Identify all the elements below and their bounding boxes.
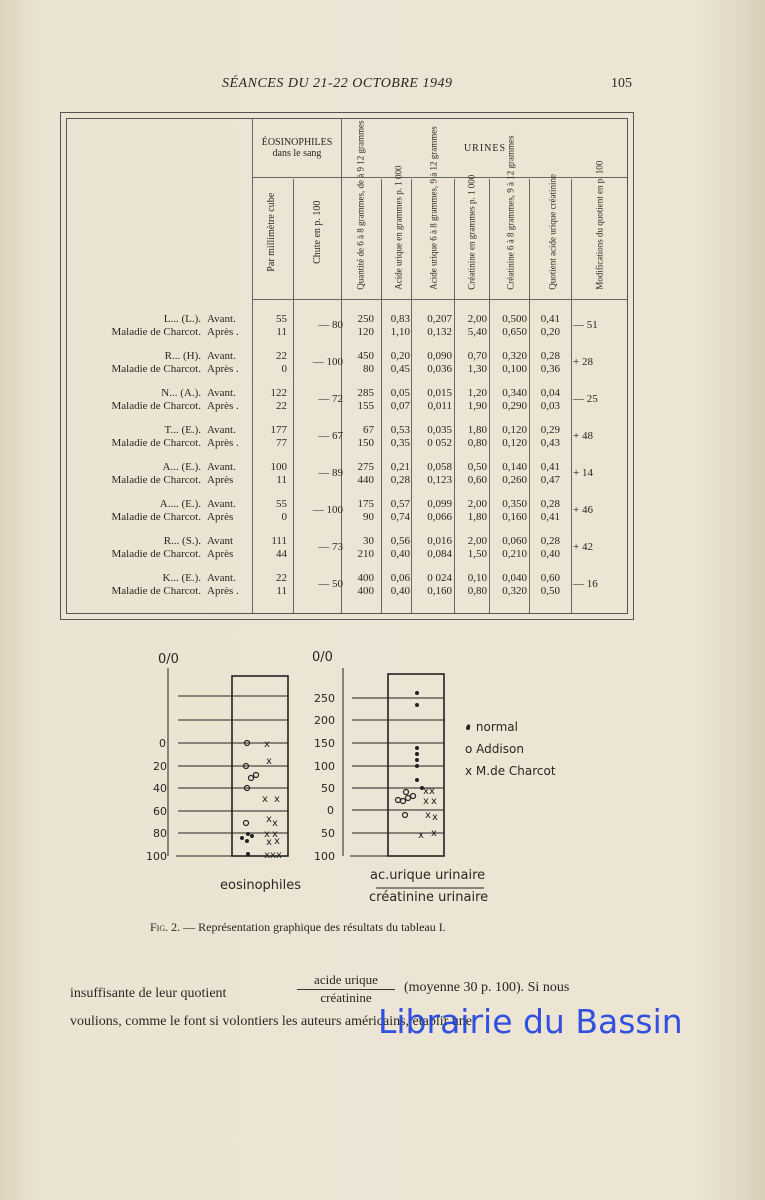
creatinine-g-apres: 0,120 [502, 437, 527, 449]
creatinine-g-avant: 0,320 [502, 350, 527, 362]
phase-apres: Après [207, 511, 234, 523]
acide-urique-g-avant: 0,058 [427, 461, 452, 473]
text-line-1a: insuffisante de leur quotient [70, 986, 227, 1001]
creatinine-pm-apres: 1,90 [467, 400, 487, 412]
urine-quantite-apres: 210 [357, 548, 374, 560]
acide-urique-g-apres: 0 052 [427, 437, 452, 449]
acide-urique-pm-avant: 0,57 [390, 498, 410, 510]
phase-apres: Après . [207, 437, 239, 449]
urine-quantite-avant: 275 [357, 461, 374, 473]
legend-charcot: x M.de Charcot [465, 764, 556, 778]
quotient-avant: 0,41 [540, 461, 560, 473]
right-tick-50b: 50 [321, 827, 335, 840]
phase-apres: Après . [207, 326, 239, 338]
eos-chute: — 89 [318, 467, 343, 479]
patient-name: N... (A.). [161, 387, 201, 399]
creatinine-g-avant: 0,120 [502, 424, 527, 436]
patient-name: R... (S.). [163, 535, 201, 547]
header-eosinophiles: ÉOSINOPHILES dans le sang [261, 137, 333, 159]
patient-name: K... (E.). [162, 572, 201, 584]
quotient-apres: 0,50 [540, 585, 560, 597]
patient-diagnosis: Maladie de Charcot. [111, 548, 201, 560]
phase-apres: Après [207, 474, 234, 486]
header-urines: URINES [463, 143, 507, 154]
acide-urique-g-apres: 0,036 [427, 363, 452, 375]
left-tick-0: 0 [159, 737, 166, 750]
eos-mm3-avant: 22 [276, 350, 287, 362]
urine-quantite-avant: 250 [357, 313, 374, 325]
eos-mm3-apres: 22 [276, 400, 287, 412]
right-tick-100b: 100 [314, 850, 335, 863]
acide-urique-pm-avant: 0,06 [390, 572, 410, 584]
right-tick-250: 250 [314, 692, 335, 705]
patient-name: R... (H). [164, 350, 201, 362]
acide-urique-g-avant: 0,016 [427, 535, 452, 547]
acide-urique-g-apres: 0,066 [427, 511, 452, 523]
acide-urique-pm-apres: 0,74 [390, 511, 410, 523]
creatinine-pm-avant: 1,20 [467, 387, 487, 399]
svg-text:x: x [431, 796, 437, 807]
phase-avant: Avant. [207, 424, 236, 436]
svg-text:x: x [272, 818, 278, 829]
eos-mm3-avant: 55 [276, 313, 287, 325]
left-unit-label: 0/0 [158, 652, 179, 667]
quotient-avant: 0,04 [540, 387, 560, 399]
acide-urique-pm-avant: 0,20 [390, 350, 410, 362]
svg-text:x: x [266, 814, 272, 825]
urine-quantite-apres: 80 [363, 363, 374, 375]
fraction-numerator: acide urique [297, 972, 395, 990]
eos-mm3-avant: 55 [276, 498, 287, 510]
eos-chute: — 100 [312, 356, 343, 368]
patient-name: A... (E.). [162, 461, 201, 473]
eos-mm3-apres: 77 [276, 437, 287, 449]
legend-addison: o Addison [465, 742, 524, 756]
urine-quantite-avant: 67 [363, 424, 374, 436]
phase-avant: Avant. [207, 313, 236, 325]
table-row [67, 313, 627, 343]
creatinine-g-avant: 0,350 [502, 498, 527, 510]
table-row [67, 498, 627, 528]
acide-urique-g-apres: 0,132 [427, 326, 452, 338]
col-header-modif: Modifications du quotient en p. 100 [594, 160, 605, 290]
acide-urique-pm-avant: 0,21 [390, 461, 410, 473]
col-header-quantite: Quantité de 6 à 8 grammes, de à 9 12 grammes [355, 120, 366, 290]
table-row [67, 572, 627, 602]
creatinine-pm-apres: 1,50 [467, 548, 487, 560]
results-table [60, 112, 634, 620]
urine-quantite-apres: 440 [357, 474, 374, 486]
patient-diagnosis: Maladie de Charcot. [111, 511, 201, 523]
eos-mm3-apres: 11 [276, 585, 287, 597]
col-header-chute: Chute en p. 100 [311, 200, 323, 264]
eos-mm3-avant: 122 [270, 387, 287, 399]
acide-urique-pm-avant: 0,05 [390, 387, 410, 399]
svg-text:x: x [423, 796, 429, 807]
eos-chute: — 73 [318, 541, 343, 553]
label-eosinophiles: eosinophiles [220, 878, 302, 893]
patient-diagnosis: Maladie de Charcot. [111, 474, 201, 486]
quotient-apres: 0,40 [540, 548, 560, 560]
creatinine-pm-avant: 0,70 [467, 350, 487, 362]
acide-urique-g-apres: 0,123 [427, 474, 452, 486]
left-tick-40: 40 [153, 782, 167, 795]
quotient-apres: 0,03 [540, 400, 560, 412]
urine-quantite-apres: 155 [357, 400, 374, 412]
urine-quantite-avant: 175 [357, 498, 374, 510]
svg-text:x: x [423, 786, 429, 797]
creatinine-g-avant: 0,140 [502, 461, 527, 473]
acide-urique-g-apres: 0,011 [427, 400, 452, 412]
patient-name: A.... (E.). [159, 498, 201, 510]
quotient-avant: 0,28 [540, 498, 560, 510]
quotient-apres: 0,47 [540, 474, 560, 486]
urine-quantite-apres: 150 [357, 437, 374, 449]
creatinine-pm-avant: 2,00 [467, 313, 487, 325]
patient-diagnosis: Maladie de Charcot. [111, 437, 201, 449]
creatinine-pm-apres: 5,40 [467, 326, 487, 338]
svg-text:x: x [432, 812, 438, 823]
label-ac-urique: ac.urique urinaire [370, 868, 486, 883]
svg-text:xxx: xxx [264, 850, 282, 861]
running-header [0, 76, 765, 96]
phase-avant: Avant. [207, 572, 236, 584]
creatinine-g-apres: 0,260 [502, 474, 527, 486]
quotient-apres: 0,36 [540, 363, 560, 375]
creatinine-pm-apres: 0,60 [467, 474, 487, 486]
modification: + 28 [573, 356, 593, 368]
right-tick-100: 100 [314, 760, 335, 773]
phase-avant: Avant. [207, 387, 236, 399]
eos-mm3-avant: 22 [276, 572, 287, 584]
header-title: SÉANCES DU 21-22 OCTOBRE 1949 [222, 76, 453, 91]
svg-text:x: x [262, 794, 268, 805]
modification: + 14 [573, 467, 593, 479]
right-tick-200: 200 [314, 714, 335, 727]
patient-diagnosis: Maladie de Charcot. [111, 585, 201, 597]
fraction [297, 972, 395, 1006]
creatinine-g-apres: 0,160 [502, 511, 527, 523]
creatinine-g-avant: 0,040 [502, 572, 527, 584]
acide-urique-g-avant: 0,015 [427, 387, 452, 399]
left-tick-20: 20 [153, 760, 167, 773]
phase-apres: Après . [207, 363, 239, 375]
phase-avant: Avant. [207, 461, 236, 473]
svg-text:x: x [431, 828, 437, 839]
eos-chute: — 72 [318, 393, 343, 405]
creatinine-g-apres: 0,650 [502, 326, 527, 338]
eos-chute: — 50 [318, 578, 343, 590]
col-header-acide-pm: Acide urique en grammes p. 1 000 [393, 165, 404, 290]
left-markers [244, 741, 259, 826]
caption-text: — Représentation graphique des résultats du tableau I. [180, 920, 446, 934]
creatinine-pm-avant: 2,00 [467, 535, 487, 547]
phase-avant: Avant. [207, 350, 236, 362]
creatinine-pm-avant: 0,50 [467, 461, 487, 473]
phase-apres: Après [207, 548, 234, 560]
patient-diagnosis: Maladie de Charcot. [111, 326, 201, 338]
acide-urique-g-apres: 0,084 [427, 548, 452, 560]
acide-urique-g-avant: 0,207 [427, 313, 452, 325]
acide-urique-pm-apres: 0,45 [390, 363, 410, 375]
page-number: 105 [611, 76, 632, 91]
phase-apres: Après . [207, 400, 239, 412]
caption-fig: Fig. 2. [150, 920, 181, 934]
urine-quantite-apres: 90 [363, 511, 374, 523]
svg-text:x: x [429, 786, 435, 797]
phase-avant: Avant. [207, 498, 236, 510]
eos-mm3-avant: 100 [270, 461, 287, 473]
creatinine-g-avant: 0,500 [502, 313, 527, 325]
acide-urique-pm-avant: 0,56 [390, 535, 410, 547]
svg-text:x: x [266, 756, 272, 767]
quotient-apres: 0,20 [540, 326, 560, 338]
creatinine-pm-apres: 1,30 [467, 363, 487, 375]
svg-text:x: x [274, 836, 280, 847]
eos-mm3-apres: 11 [276, 326, 287, 338]
table-row [67, 424, 627, 454]
quotient-avant: 0,29 [540, 424, 560, 436]
right-dots [415, 691, 424, 790]
creatinine-pm-apres: 1,80 [467, 511, 487, 523]
modification: — 16 [573, 578, 598, 590]
quotient-apres: 0,43 [540, 437, 560, 449]
left-tick-80: 80 [153, 827, 167, 840]
creatinine-g-avant: 0,340 [502, 387, 527, 399]
svg-text:x: x [264, 829, 270, 840]
svg-text:x: x [418, 830, 424, 841]
label-creatinine: créatinine urinaire [369, 890, 489, 905]
acide-urique-pm-avant: 0,53 [390, 424, 410, 436]
eos-mm3-apres: 44 [276, 548, 287, 560]
urine-quantite-avant: 450 [357, 350, 374, 362]
creatinine-pm-apres: 0,80 [467, 585, 487, 597]
col-header-quotient: Quotient acide urique créatinine [547, 174, 558, 290]
urine-quantite-avant: 285 [357, 387, 374, 399]
right-unit-label: 0/0 [312, 650, 333, 665]
table-row [67, 461, 627, 491]
phase-avant: Avant [207, 535, 234, 547]
patient-diagnosis: Maladie de Charcot. [111, 363, 201, 375]
quotient-avant: 0,28 [540, 350, 560, 362]
urine-quantite-apres: 400 [357, 585, 374, 597]
modification: — 25 [573, 393, 598, 405]
right-tick-150: 150 [314, 737, 335, 750]
phase-apres: Après . [207, 585, 239, 597]
acide-urique-pm-apres: 1,10 [390, 326, 410, 338]
svg-text:x: x [425, 810, 431, 821]
creatinine-g-apres: 0,210 [502, 548, 527, 560]
patient-name: T... (E.). [164, 424, 201, 436]
patient-name: L... (L.). [163, 313, 201, 325]
right-circles [396, 790, 416, 818]
acide-urique-g-avant: 0,090 [427, 350, 452, 362]
creatinine-g-avant: 0,060 [502, 535, 527, 547]
svg-text:x: x [264, 739, 270, 750]
col-header-creat-g: Créatinine 6 à 8 grammes, 9 à 12 grammes [505, 135, 516, 290]
right-tick-50: 50 [321, 782, 335, 795]
left-crosses [262, 739, 282, 861]
eos-chute: — 80 [318, 319, 343, 331]
text-line-2: voulions, comme le font si volontiers les auteurs américains, établir une [70, 1014, 473, 1029]
quotient-avant: 0,60 [540, 572, 560, 584]
acide-urique-g-avant: 0,035 [427, 424, 452, 436]
quotient-apres: 0,41 [540, 511, 560, 523]
urine-quantite-apres: 120 [357, 326, 374, 338]
text-line-1b: (moyenne 30 p. 100). Si nous [404, 980, 570, 995]
modification: + 46 [573, 504, 593, 516]
creatinine-pm-avant: 1,80 [467, 424, 487, 436]
modification: + 48 [573, 430, 593, 442]
modification: — 51 [573, 319, 598, 331]
urine-quantite-avant: 30 [363, 535, 374, 547]
legend-normal: • normal [465, 720, 518, 734]
col-header-creat-pm: Créatinine en grammes p. 1 000 [466, 174, 477, 290]
acide-urique-pm-apres: 0,28 [390, 474, 410, 486]
left-tick-60: 60 [153, 805, 167, 818]
acide-urique-pm-apres: 0,07 [390, 400, 410, 412]
patient-diagnosis: Maladie de Charcot. [111, 400, 201, 412]
creatinine-pm-avant: 0,10 [467, 572, 487, 584]
svg-text:x: x [274, 794, 280, 805]
creatinine-pm-avant: 2,00 [467, 498, 487, 510]
creatinine-g-apres: 0,320 [502, 585, 527, 597]
table-row [67, 387, 627, 417]
table-row [67, 350, 627, 380]
eos-mm3-apres: 0 [281, 511, 287, 523]
left-dots [240, 832, 254, 856]
eos-chute: — 67 [318, 430, 343, 442]
creatinine-g-apres: 0,100 [502, 363, 527, 375]
urine-quantite-avant: 400 [357, 572, 374, 584]
acide-urique-pm-avant: 0,83 [390, 313, 410, 325]
eos-mm3-avant: 111 [271, 535, 287, 547]
quotient-avant: 0,28 [540, 535, 560, 547]
acide-urique-pm-apres: 0,40 [390, 548, 410, 560]
watermark: Librairie du Bassin [378, 1002, 683, 1041]
eos-mm3-apres: 0 [281, 363, 287, 375]
creatinine-pm-apres: 0,80 [467, 437, 487, 449]
figure-2 [140, 648, 620, 908]
left-tick-100: 100 [146, 850, 167, 863]
acide-urique-g-avant: 0 024 [427, 572, 452, 584]
right-tick-0: 0 [327, 804, 334, 817]
eos-mm3-apres: 11 [276, 474, 287, 486]
svg-text:x: x [272, 829, 278, 840]
eos-mm3-avant: 177 [270, 424, 287, 436]
col-header-mm3: Par millimètre cube [265, 192, 277, 272]
modification: + 42 [573, 541, 593, 553]
fraction-denominator: créatinine [320, 990, 372, 1005]
acide-urique-pm-apres: 0,35 [390, 437, 410, 449]
quotient-avant: 0,41 [540, 313, 560, 325]
acide-urique-g-apres: 0,160 [427, 585, 452, 597]
col-header-acide-g: Acide urique 6 à 8 grammes, 9 à 12 grammes [428, 126, 439, 290]
acide-urique-g-avant: 0,099 [427, 498, 452, 510]
figure-caption [150, 920, 446, 935]
creatinine-g-apres: 0,290 [502, 400, 527, 412]
acide-urique-pm-apres: 0,40 [390, 585, 410, 597]
svg-text:x: x [266, 837, 272, 848]
eos-chute: — 100 [312, 504, 343, 516]
table-row [67, 535, 627, 565]
